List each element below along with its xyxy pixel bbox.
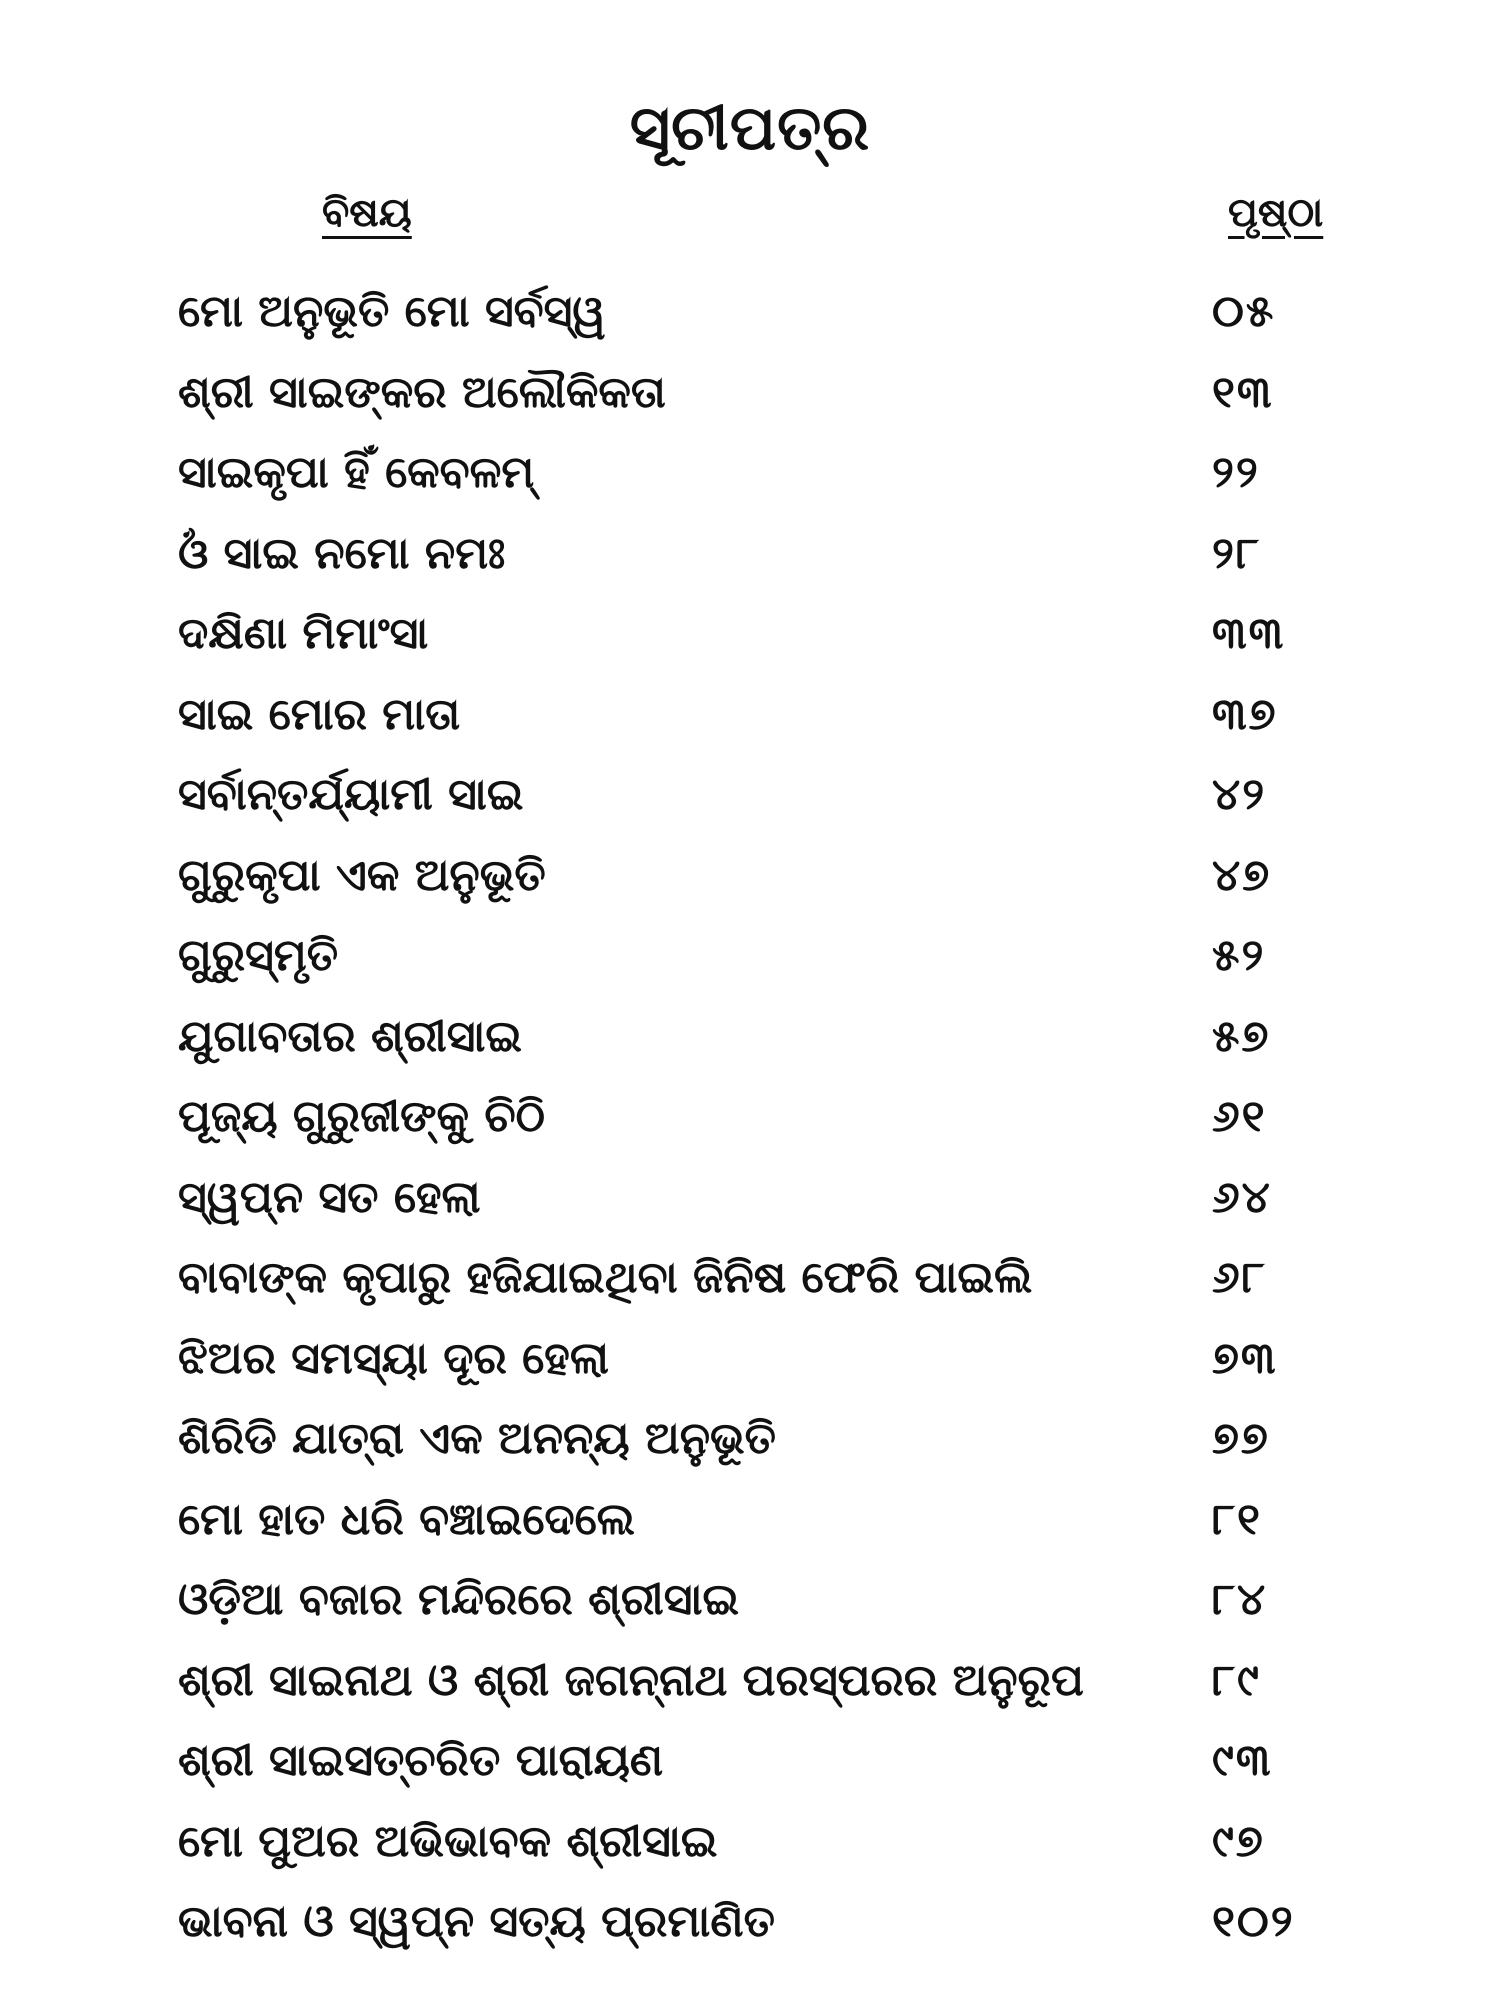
toc-entry-page-number: ୬୧ bbox=[1212, 1091, 1267, 1142]
toc-entry-page-number: ୯୭ bbox=[1212, 1815, 1265, 1867]
toc-entry-page-number: ୫୭ bbox=[1212, 1010, 1271, 1062]
toc-entry-page-number: ୨୮ bbox=[1212, 527, 1261, 579]
toc-entry-title: ସାଇକୃପା ହିଁ କେବଳମ୍ bbox=[178, 447, 535, 498]
toc-entry-page-number: ୪୭ bbox=[1212, 849, 1272, 901]
page-column-header: ପୃଷ୍ଠା bbox=[1228, 190, 1324, 236]
toc-entry bbox=[0, 1812, 1500, 1893]
toc-entry-page-number: ୭୭ bbox=[1212, 1413, 1270, 1464]
toc-entry-title: ସର୍ବାନ୍ତର୍ଯ୍ୟାମୀ ସାଇ bbox=[178, 769, 524, 820]
toc-entry bbox=[0, 524, 1500, 605]
toc-entry bbox=[0, 1892, 1500, 1973]
toc-entry bbox=[0, 1570, 1500, 1651]
toc-entry-title: ମୋ ଅନୁଭୂତି ମୋ ସର୍ବସ୍ୱ bbox=[178, 286, 606, 337]
toc-entry bbox=[0, 443, 1500, 524]
toc-entry-title: ମୋ ପୁଅର ଅଭିଭାବକ ଶ୍ରୀସାଇ bbox=[178, 1815, 718, 1867]
toc-entry-page-number: ୬୪ bbox=[1212, 1171, 1272, 1223]
toc-entry-page-number: ୯୩ bbox=[1212, 1735, 1273, 1786]
toc-entry-title: ଗୁରୁକୃପା ଏକ ଅନୁଭୂତି bbox=[178, 849, 546, 901]
toc-entry-page-number: ୩୩ bbox=[1212, 608, 1286, 659]
toc-entry bbox=[0, 1731, 1500, 1812]
toc-entry bbox=[0, 685, 1500, 766]
toc-entry bbox=[0, 1087, 1500, 1168]
toc-entry bbox=[0, 604, 1500, 685]
page-title: ସୂଚୀପତ୍ର bbox=[629, 91, 871, 164]
toc-entry-title: ଓଡ଼ିଆ ବଜାର ମନ୍ଦିରରେ ଶ୍ରୀସାଇ bbox=[178, 1574, 740, 1625]
toc-entry-title: ଝିଅର ସମସ୍ୟା ଦୂର ହେଲା bbox=[178, 1332, 609, 1384]
toc-entry bbox=[0, 363, 1500, 444]
toc-entry-title: ଶିରିଡି ଯାତ୍ରା ଏକ ଅନନ୍ୟ ଅନୁଭୂତି bbox=[178, 1413, 777, 1464]
table-of-contents bbox=[0, 282, 1500, 1973]
toc-entry-title: ଦକ୍ଷିଣା ମିମାଂସା bbox=[178, 608, 429, 659]
toc-entry-page-number: ୫୨ bbox=[1212, 930, 1266, 981]
toc-entry bbox=[0, 1168, 1500, 1249]
toc-entry-title: ସ୍ୱପ୍ନ ସତ ହେଲା bbox=[178, 1171, 481, 1223]
toc-entry bbox=[0, 1490, 1500, 1571]
toc-entry-page-number: ୦୫ bbox=[1212, 286, 1276, 337]
toc-entry-page-number: ୪୨ bbox=[1212, 769, 1267, 820]
toc-entry-page-number: ୬୮ bbox=[1212, 1252, 1267, 1303]
toc-entry-page-number: ୮୧ bbox=[1212, 1493, 1262, 1545]
toc-entry-page-number: ୮୪ bbox=[1212, 1574, 1268, 1625]
toc-entry bbox=[0, 1329, 1500, 1410]
toc-entry-title: ଗୁରୁସ୍ମୃତି bbox=[178, 930, 339, 981]
toc-entry bbox=[0, 282, 1500, 363]
toc-entry-title: ବାବାଙ୍କ କୃପାରୁ ହଜିଯାଇଥିବା ଜିନିଷ ଫେରି ପାଇଲି bbox=[178, 1252, 1033, 1303]
toc-entry-title: ଯୁଗାବତାର ଶ୍ରୀସାଇ bbox=[178, 1010, 523, 1062]
subject-column-header: ବିଷୟ bbox=[322, 190, 412, 236]
toc-entry bbox=[0, 1409, 1500, 1490]
toc-entry-page-number: ୧୩ bbox=[1212, 366, 1274, 418]
toc-entry-page-number: ୮୯ bbox=[1212, 1654, 1261, 1706]
toc-entry bbox=[0, 846, 1500, 927]
toc-entry bbox=[0, 765, 1500, 846]
toc-entry-title: ମୋ ହାତ ଧରି ବଞ୍ଚାଇଦେଲେ bbox=[178, 1493, 635, 1545]
toc-entry-title: ଓଁ ସାଇ ନମୋ ନମଃ bbox=[178, 527, 506, 579]
toc-entry bbox=[0, 1248, 1500, 1329]
toc-entry-title: ପୂଜ୍ୟ ଗୁରୁଜୀଙ୍କୁ ଚିଠି bbox=[178, 1091, 545, 1142]
toc-entry-page-number: ୩୭ bbox=[1212, 688, 1278, 740]
toc-entry-title: ଶ୍ରୀ ସାଇନାଥ ଓ ଶ୍ରୀ ଜଗନ୍ନାଥ ପରସ୍ପରର ଅନୁରୂପ bbox=[178, 1654, 1084, 1706]
toc-entry-page-number: ୭୩ bbox=[1212, 1332, 1278, 1384]
toc-entry bbox=[0, 926, 1500, 1007]
toc-entry bbox=[0, 1007, 1500, 1088]
toc-entry-title: ଭାବନା ଓ ସ୍ୱପ୍ନ ସତ୍ୟ ପ୍ରମାଣିତ bbox=[178, 1896, 775, 1947]
toc-entry bbox=[0, 1651, 1500, 1732]
toc-entry-page-number: ୨୨ bbox=[1212, 447, 1260, 498]
toc-entry-title: ସାଇ ମୋର ମାତା bbox=[178, 688, 461, 740]
toc-entry-page-number: ୧୦୨ bbox=[1212, 1896, 1295, 1947]
toc-entry-title: ଶ୍ରୀ ସାଇସତ୍‌ଚରିତ ପାରାୟଣ bbox=[178, 1735, 664, 1786]
toc-entry-title: ଶ୍ରୀ ସାଇଙ୍କର ଅଲୌକିକତା bbox=[178, 366, 666, 418]
